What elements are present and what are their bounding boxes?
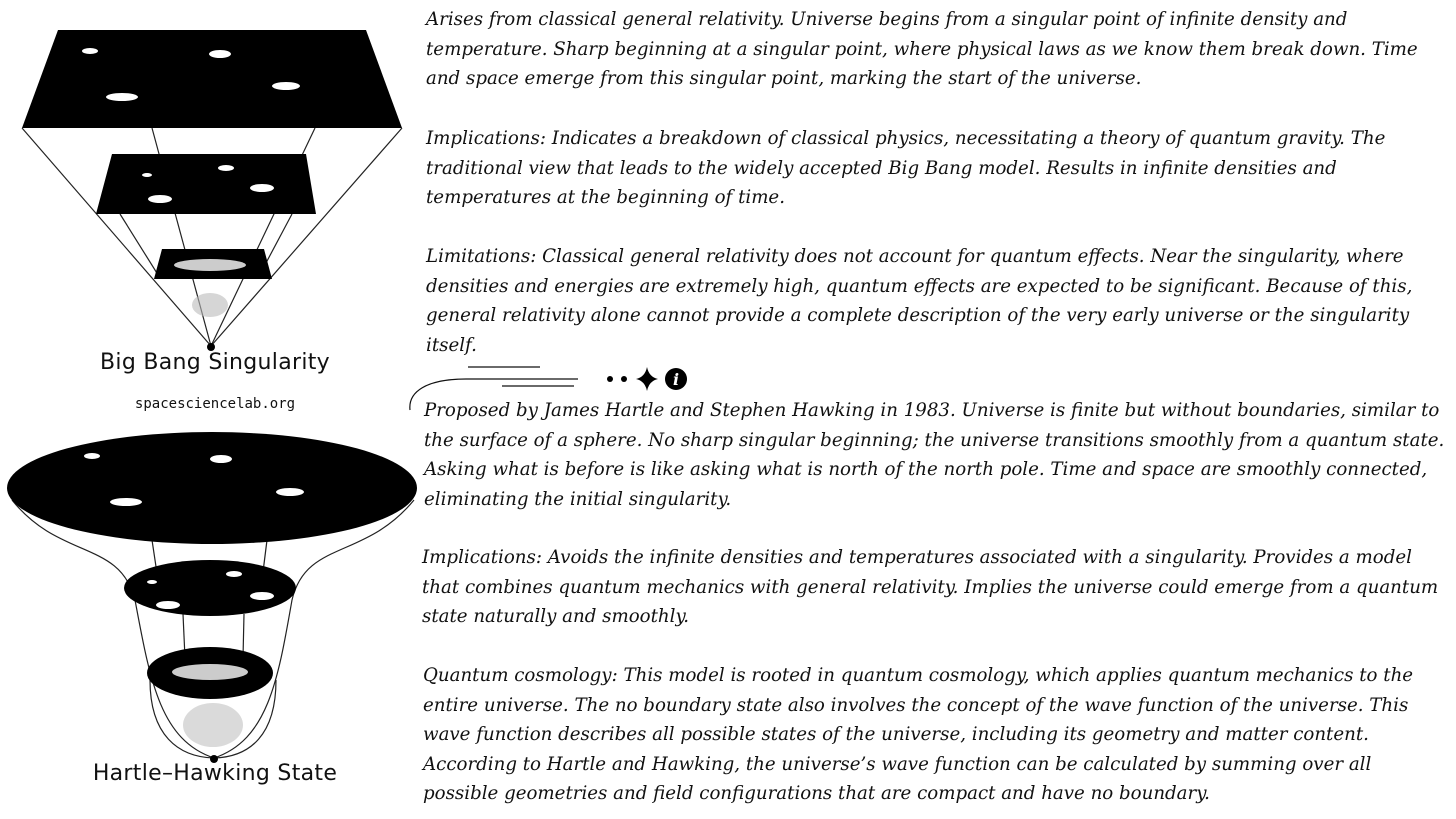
slice-top — [22, 30, 402, 128]
big-bang-implications: Implications: Indicates a breakdown of classical physics, necessitating a theory of quantum gravity. The traditional view that leads to the widely accepted Big Bang model. Results in infinite densities and temperatures at the beginning of time. — [426, 128, 1386, 208]
big-bang-description: Arises from classical general relativity. Universe begins from a singular point of infinite density and temperature. Sharp beginning at a singular point, where physical laws as we know them break down. Time and space emerge from this singular point, marking the start of the universe. — [426, 9, 1418, 89]
quantum-cosmology-paragraph: Quantum cosmology: This model is rooted in quantum cosmology, which applies quantum mechanics to the entire universe. The no boundary state also involves the concept of the wave function of the universe. This wave function describes all possible states of the universe, including its geometry and matter content. According to Hartle and Hawking, the universe’s wave function can be calculated by summing over all possible geometries and field configurations that are compact and have no boundary. — [423, 665, 1414, 804]
more-dots-icon[interactable] — [607, 376, 627, 382]
disk-top — [7, 432, 417, 544]
source-credit: spacesciencelab.org — [134, 396, 296, 412]
big-bang-slices — [22, 30, 402, 351]
hartle-hawking-description: Proposed by James Hartle and Stephen Hawking in 1983. Universe is finite but without boundaries, similar to the surface of a sphere. No sharp singular beginning; the universe transitions smoothly from a quantum state. Asking what is before is like asking what is north of the north pole. Time and space are smoothly connected, eliminating the initial singularity. — [424, 400, 1445, 510]
diagrams-panel — [0, 0, 430, 819]
big-bang-caption: Big Bang Singularity — [100, 350, 330, 375]
info-icon[interactable] — [665, 368, 687, 390]
disk-middle — [124, 560, 296, 616]
slice-middle — [96, 154, 316, 214]
sparkle-icon[interactable] — [636, 367, 658, 391]
svg-text:i: i — [672, 370, 680, 389]
hartle-hawking-implications: Implications: Avoids the infinite densities and temperatures associated with a singularity. Provides a model that combines quantum mechanics with general relativity. Implies the universe could emerge from a quantum state naturally and smoothly. — [422, 547, 1439, 627]
hartle-hawking-slices — [7, 432, 417, 763]
hartle-hawking-caption: Hartle–Hawking State — [92, 761, 338, 786]
big-bang-limitations: Limitations: Classical general relativity does not account for quantum effects. Near the singularity, where densities and energies are extremely high, quantum effects are expected to be significant. Because of this, general relativity alone cannot provide a complete description of the very early universe or the singularity itself. — [426, 246, 1413, 356]
